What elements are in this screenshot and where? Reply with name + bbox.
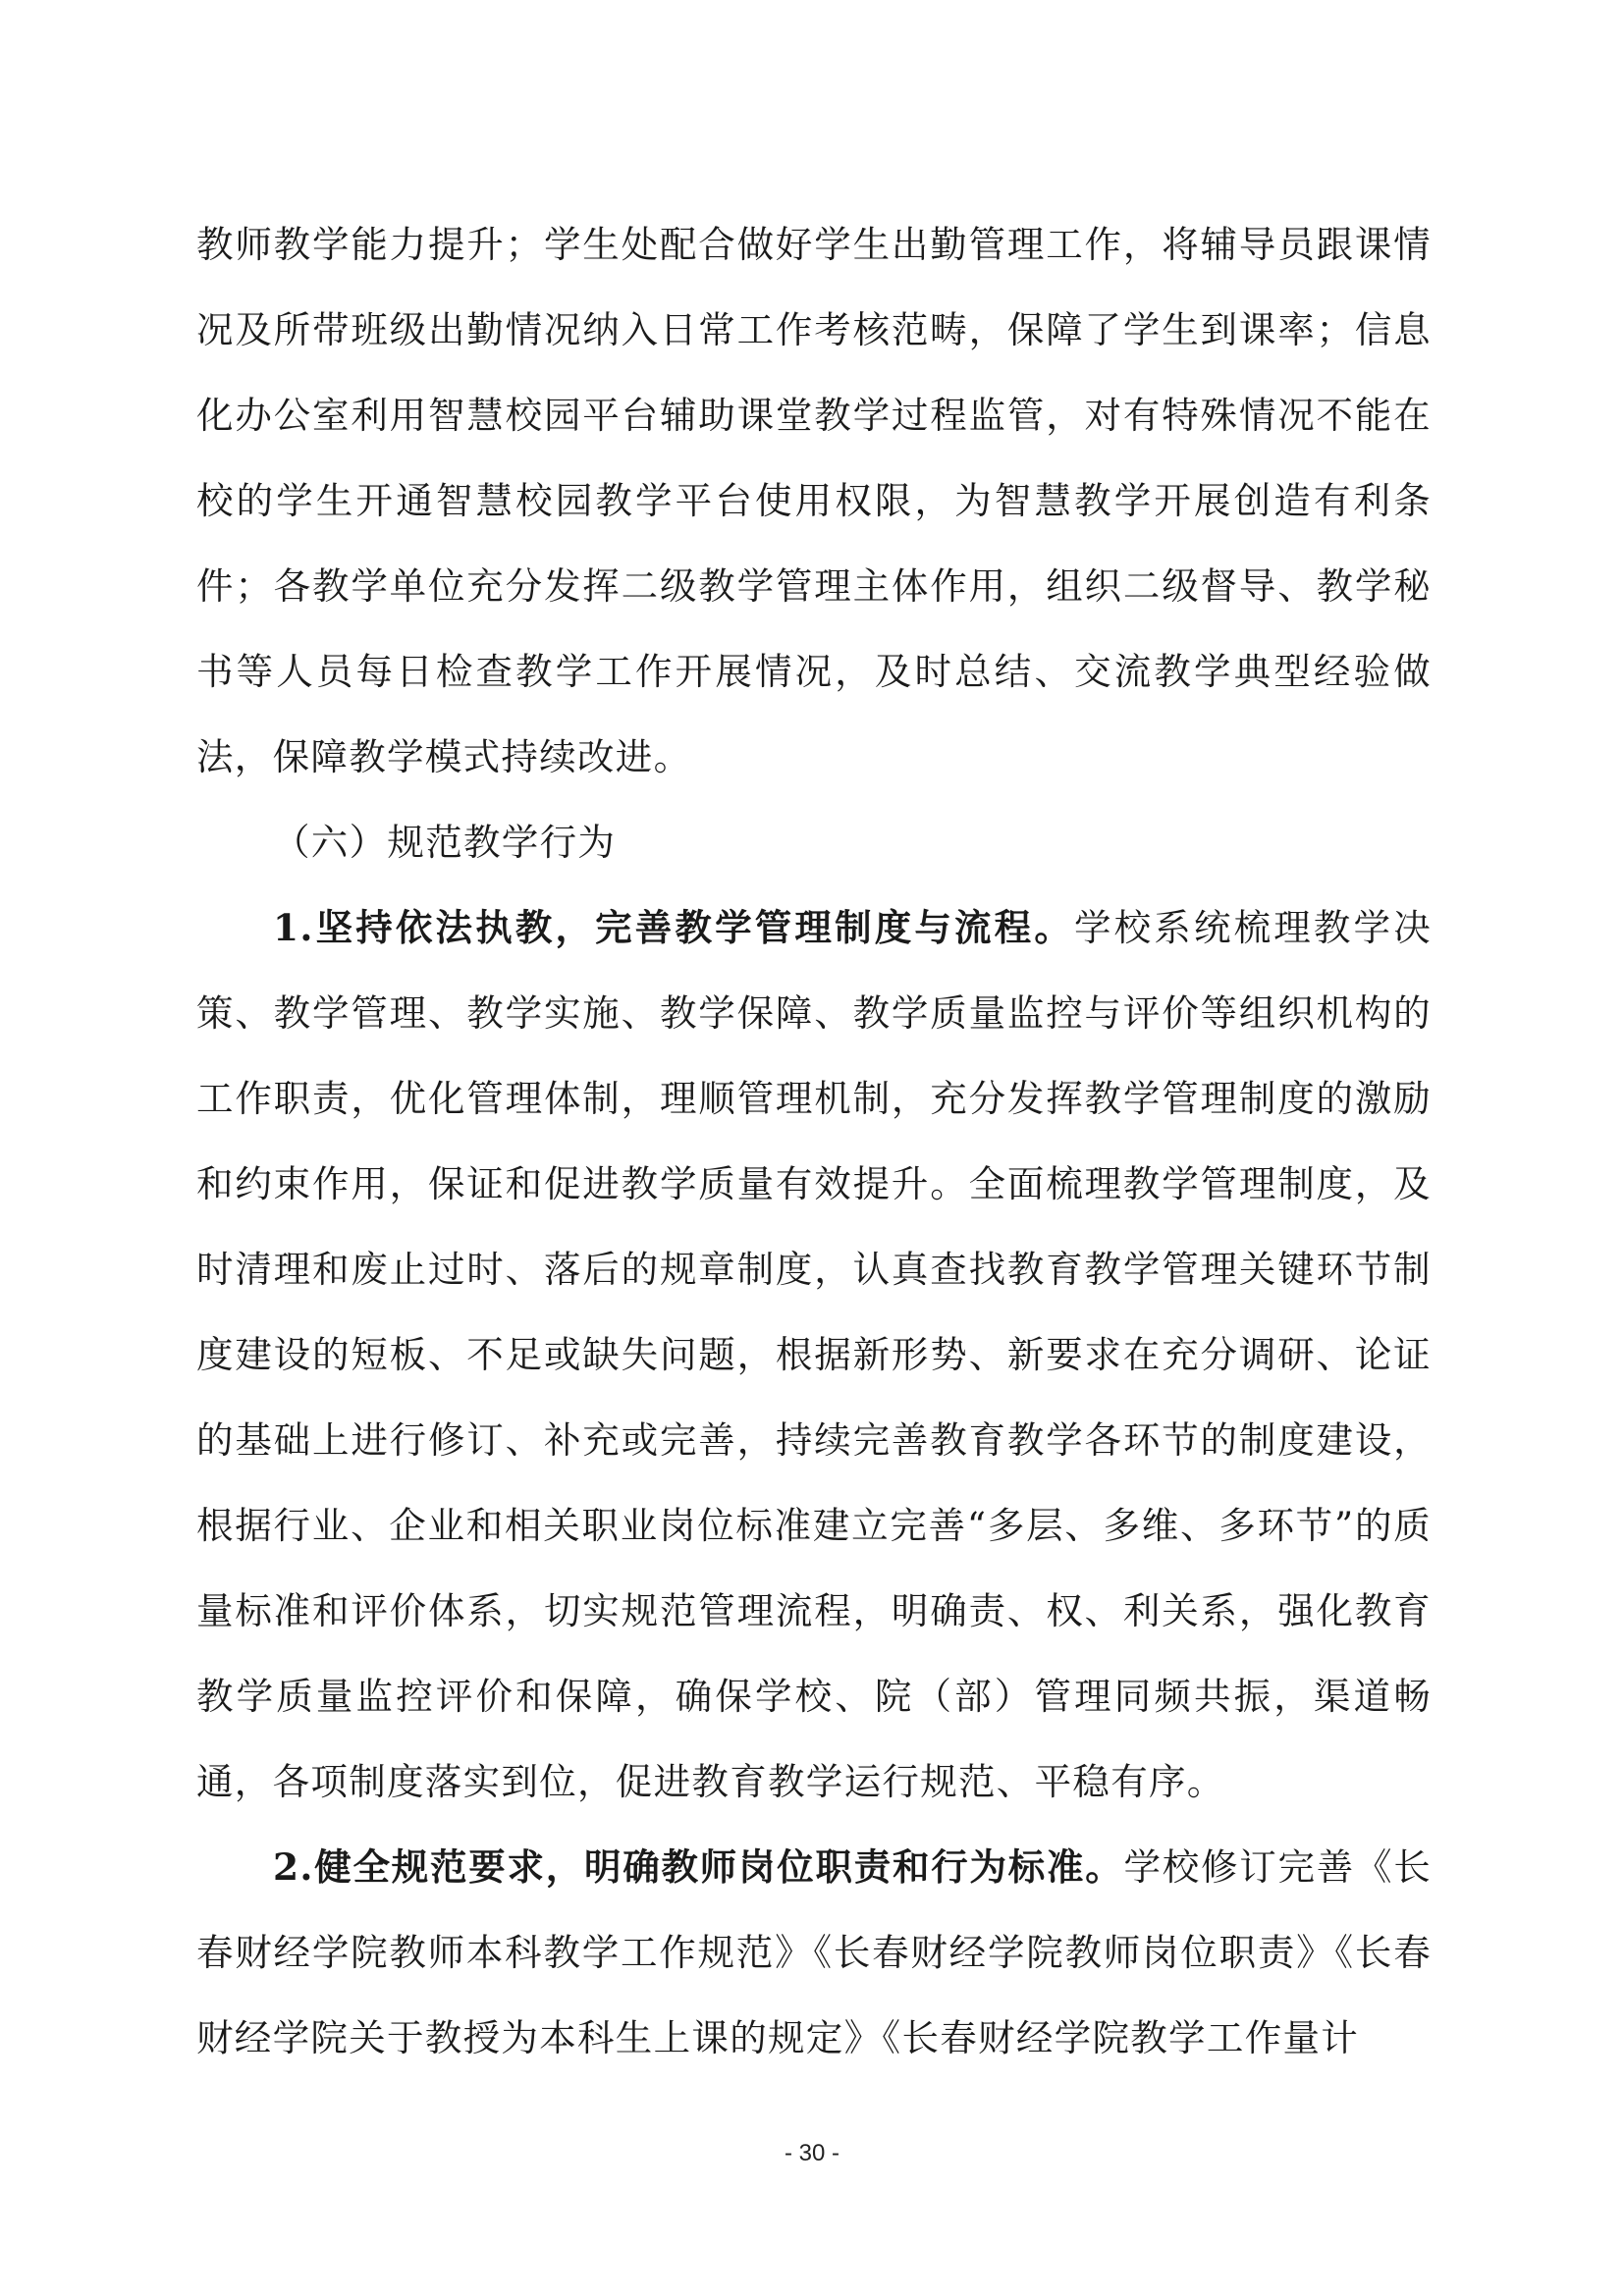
paragraph-item-2 [196, 1825, 1432, 2081]
paragraph-lead: 2.健全规范要求，明确教师岗位职责和行为标准。 [273, 1845, 1124, 1889]
section-heading: （六）规范教学行为 [273, 821, 617, 864]
page-number: - 30 - [784, 2140, 839, 2166]
paragraph-item-1 [196, 885, 1432, 1825]
paragraph-body: 学校修订完善《长春财经学院教师本科教学工作规范》《长春财经学院教师岗位职责》《长春财经学院关于教授为本科生上课的规定》《长春财经学院教学工作量计 [196, 1845, 1433, 2059]
paragraph-body: 学校系统梳理教学决策、教学管理、教学实施、教学保障、教学质量监控与评价等组织机构的工作职责，优化管理体制，理顺管理机制，充分发挥教学管理制度的激励和约束作用，保证和促进教学质量有效提升。全面梳理教学管理制度，及时清理和废止过时、落后的规章制度，认真查找教育教学管理关键环节制度建设的短板、不足或缺失问题，根据新形势、新要求在充分调研、论证的基础上进行修订、补充或完善，持续完善教育教学各环节的制度建设，根据行业、企业和相关职业岗位标准建立完善“多层、多维、多环节”的质量标准和评价体系，切实规范管理流程，明确责、权、利关系，强化教育教学质量监控评价和保障，确保学校、院（部）管理同频共振，渠道畅通，各项制度落实到位，促进教育教学运行规范、平稳有序。 [196, 906, 1432, 1803]
body-text [196, 202, 1432, 2081]
paragraph-lead: 1.坚持依法执教，完善教学管理制度与流程。 [273, 906, 1074, 949]
paragraph-continuation: 教师教学能力提升；学生处配合做好学生出勤管理工作，将辅导员跟课情况及所带班级出勤情况纳入日常工作考核范畴，保障了学生到课率；信息化办公室利用智慧校园平台辅助课堂教学过程监管，对有特殊情况不能在校的学生开通智慧校园教学平台使用权限，为智慧教学开展创造有利条件；各教学单位充分发挥二级教学管理主体作用，组织二级督导、教学秘书等人员每日检查教学工作开展情况，及时总结、交流教学典型经验做法，保障教学模式持续改进。 [196, 223, 1432, 778]
